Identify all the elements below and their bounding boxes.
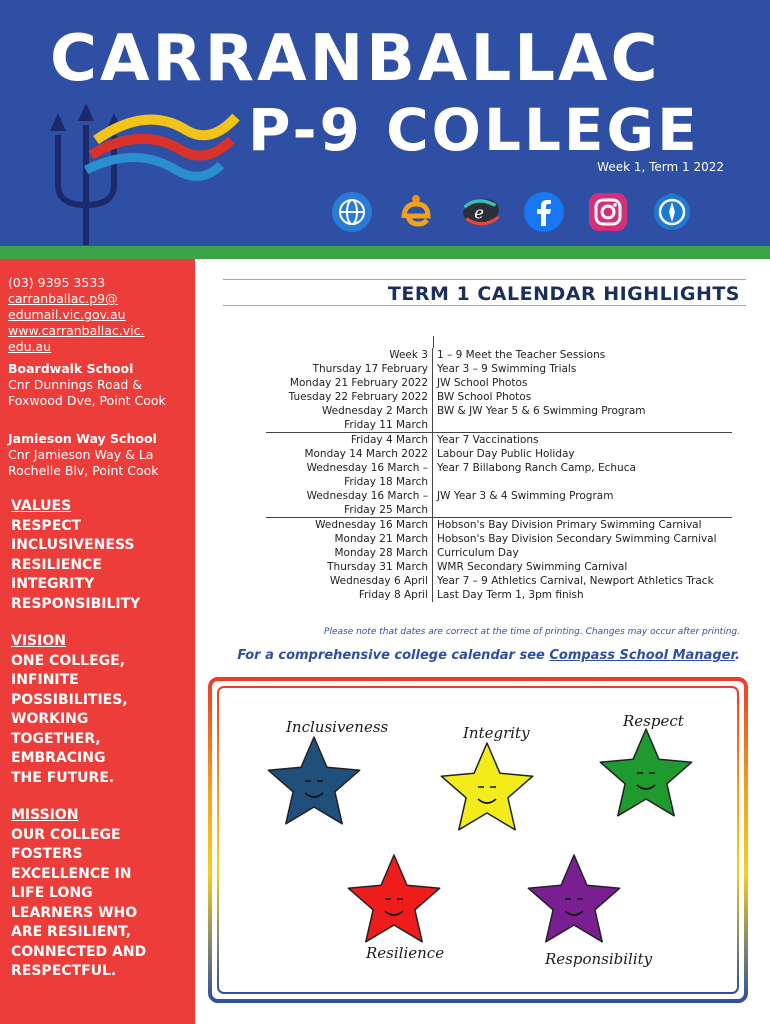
calendar-event: BW & JW Year 5 & 6 Swimming Program <box>432 404 732 418</box>
vision-section <box>8 632 187 788</box>
calendar-event: Year 7 – 9 Athletics Carnival, Newport Athletics Track <box>432 574 732 588</box>
calendar-event: Year 3 – 9 Swimming Trials <box>432 362 732 376</box>
globe-icon[interactable] <box>330 190 374 234</box>
calendar-row <box>266 518 732 532</box>
calendar-row <box>266 418 732 433</box>
value-item: INCLUSIVENESS <box>11 537 135 553</box>
calendar-row <box>266 503 732 518</box>
calendar-table <box>266 348 732 602</box>
calendar-row <box>266 574 732 588</box>
print-note: Please note that dates are correct at the time of printing. Changes may occur after printing. <box>324 627 740 637</box>
calendar-title: TERM 1 CALENDAR HIGHLIGHTS <box>387 283 740 305</box>
calendar-row <box>266 376 732 390</box>
calendar-event: Year 7 Vaccinations <box>432 433 732 447</box>
calendar-event: 1 – 9 Meet the Teacher Sessions <box>432 348 732 362</box>
calendar-event: Curriculum Day <box>432 546 732 560</box>
mission-section <box>8 806 187 982</box>
calendar-date: Monday 14 March 2022 <box>304 448 428 460</box>
star-label-responsibility: Responsibility <box>545 950 653 968</box>
calendar-date: Week 3 <box>389 349 428 361</box>
social-links <box>330 190 694 234</box>
calendar-row <box>266 560 732 574</box>
vision-text: ONE COLLEGE, INFINITE POSSIBILITIES, WORKING TOGETHER, EMBRACING THE FUTURE. <box>11 652 128 786</box>
calendar-event: Last Day Term 1, 3pm finish <box>432 588 732 602</box>
value-item: RESPONSIBILITY <box>11 595 141 612</box>
value-item: RESILIENCE <box>11 556 102 573</box>
edpuzzle-icon[interactable] <box>458 190 502 234</box>
calendar-row <box>266 588 732 602</box>
mission-text: OUR COLLEGE FOSTERS EXCELLENCE IN LIFE LONG LEARNERS WHO ARE RESILIENT, CONNECTED AND RESPECTFUL. <box>11 826 147 979</box>
calendar-event <box>432 418 732 432</box>
calendar-row <box>266 348 732 362</box>
calendar-row <box>266 404 732 418</box>
instagram-icon[interactable] <box>586 190 630 234</box>
calendar-date: Wednesday 16 March – <box>306 490 428 502</box>
star-label-respect: Respect <box>623 712 684 730</box>
calendar-row <box>266 489 732 503</box>
calendar-date: Wednesday 6 April <box>329 575 428 587</box>
calendar-event: Hobson's Bay Division Secondary Swimming Carnival <box>432 532 732 546</box>
compass-note: For a comprehensive college calendar see Compass School Manager. <box>237 648 740 663</box>
header-divider <box>0 246 770 259</box>
calendar-row <box>266 546 732 560</box>
college-title-line2: P-9 COLLEGE <box>248 96 700 164</box>
calendar-row <box>266 461 732 475</box>
calendar-row <box>266 447 732 461</box>
star-label-integrity: Integrity <box>463 724 530 742</box>
calendar-event: BW School Photos <box>432 390 732 404</box>
college-logo <box>36 95 246 245</box>
star-label-resilience: Resilience <box>366 944 445 962</box>
calendar-event: Hobson's Bay Division Primary Swimming Carnival <box>432 518 732 532</box>
calendar-event <box>432 503 732 517</box>
calendar-row <box>266 390 732 404</box>
calendar-date: Wednesday 16 March – <box>306 462 428 474</box>
calendar-event: JW Year 3 & 4 Swimming Program <box>432 489 732 503</box>
edrolo-icon[interactable] <box>394 190 438 234</box>
calendar-row <box>266 433 732 447</box>
calendar-date: Friday 18 March <box>344 476 428 488</box>
calendar-date: Wednesday 2 March <box>321 405 428 417</box>
value-item: RESPECT <box>11 517 82 534</box>
title-rule-top <box>223 279 746 280</box>
vision-heading: VISION <box>11 633 66 649</box>
svg-text:e: e <box>474 203 484 223</box>
school1-address: Cnr Dunnings Road & Foxwood Dve, Point Cook <box>8 377 166 408</box>
values-section <box>8 497 187 614</box>
star-label-inclusiveness: Inclusiveness <box>286 718 389 736</box>
calendar-divider <box>433 336 434 348</box>
calendar-date: Thursday 17 February <box>312 363 428 375</box>
school1-name: Boardwalk School <box>8 361 134 376</box>
calendar-date: Friday 25 March <box>344 504 428 516</box>
calendar-row <box>266 532 732 546</box>
facebook-icon[interactable] <box>522 190 566 234</box>
values-heading: VALUES <box>11 498 72 514</box>
calendar-event: WMR Secondary Swimming Carnival <box>432 560 732 574</box>
mission-heading: MISSION <box>11 807 79 823</box>
title-rule-bottom <box>223 305 746 306</box>
calendar-date: Monday 28 March <box>334 547 428 559</box>
website-link[interactable]: www.carranballac.vic. edu.au <box>8 323 145 354</box>
compass-icon[interactable] <box>650 190 694 234</box>
calendar-date: Friday 4 March <box>350 434 428 446</box>
issue-date: Week 1, Term 1 2022 <box>597 160 724 174</box>
compass-link[interactable]: Compass School Manager <box>549 648 736 663</box>
calendar-date: Monday 21 March <box>334 533 428 545</box>
college-title-line1: CARRANBALLAC <box>50 22 661 96</box>
email-link[interactable]: carranballac.p9@ edumail.vic.gov.au <box>8 291 126 322</box>
sidebar <box>0 259 195 1024</box>
calendar-date: Friday 11 March <box>344 419 428 431</box>
calendar-event <box>432 475 732 489</box>
header-banner <box>0 0 770 246</box>
calendar-date: Friday 8 April <box>358 589 428 601</box>
value-item: INTEGRITY <box>11 576 95 592</box>
calendar-date: Thursday 31 March <box>327 561 428 573</box>
calendar-date: Monday 21 February 2022 <box>289 377 428 389</box>
school2-address: Cnr Jamieson Way & La Rochelle Blv, Point Cook <box>8 447 159 478</box>
calendar-date: Wednesday 16 March <box>315 519 428 531</box>
phone-number: (03) 9395 3533 <box>8 275 106 290</box>
calendar-date: Tuesday 22 February 2022 <box>288 391 428 403</box>
calendar-row <box>266 475 732 489</box>
calendar-row <box>266 362 732 376</box>
calendar-event: Labour Day Public Holiday <box>432 447 732 461</box>
school2-name: Jamieson Way School <box>8 431 157 446</box>
calendar-event: JW School Photos <box>432 376 732 390</box>
calendar-event: Year 7 Billabong Ranch Camp, Echuca <box>432 461 732 475</box>
